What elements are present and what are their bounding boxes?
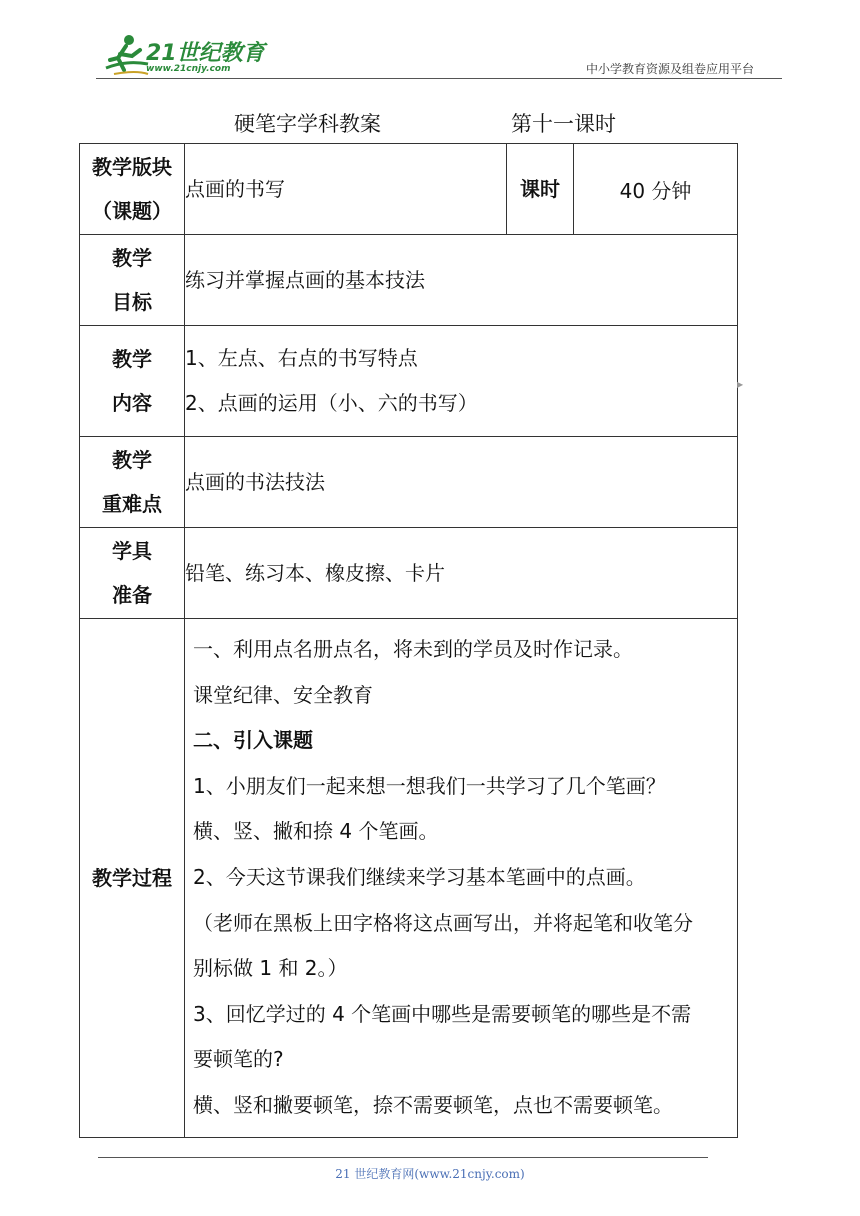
goal-label-line1: 教学: [112, 246, 152, 270]
logo-url: www.21cnjy.com: [146, 64, 231, 74]
process-line: 1、小朋友们一起来想一想我们一共学习了几个笔画？: [193, 773, 666, 798]
process-line: 一、利用点名册点名，将未到的学员及时作记录。: [193, 637, 633, 661]
footer-divider: [98, 1157, 708, 1158]
content-label-line2: 内容: [112, 391, 152, 415]
header-divider: [96, 78, 782, 79]
table-row: [80, 326, 738, 437]
materials-label-line1: 学具: [112, 539, 152, 563]
process-line: 课堂纪律、安全教育: [193, 682, 373, 707]
process-line: 别标做 1 和 2。）: [193, 956, 348, 981]
difficulty-label-line1: 教学: [112, 448, 152, 472]
logo-text: 21世纪教育: [146, 41, 265, 66]
process-line: 3、回忆学过的 4 个笔画中哪些是需要顿笔的哪些是不需: [193, 1001, 692, 1026]
difficulty-label: [80, 437, 185, 528]
topic-value: 点画的书写: [185, 144, 507, 235]
content-line: 1、左点、右点的书写特点: [185, 346, 418, 370]
duration-value: 40 分钟: [574, 144, 738, 235]
table-row: [80, 144, 738, 235]
process-label: 教学过程: [80, 619, 185, 1138]
content-value: [185, 326, 738, 437]
duration-label: 课时: [507, 144, 574, 235]
table-row: [80, 437, 738, 528]
materials-value: 铅笔、练习本、橡皮擦、卡片: [185, 528, 738, 619]
table-row: [80, 235, 738, 326]
materials-label: [80, 528, 185, 619]
content-label: [80, 326, 185, 437]
goal-label-line2: 目标: [112, 290, 152, 314]
table-row: [80, 528, 738, 619]
process-line: 横、竖和撇要顿笔，捺不需要顿笔，点也不需要顿笔。: [193, 1092, 673, 1117]
process-line: 横、竖、撇和捺 4 个笔画。: [193, 819, 439, 844]
process-line: （老师在黑板上田字格将这点画写出，并将起笔和收笔分: [193, 910, 693, 935]
process-heading: 二、引入课题: [193, 728, 313, 753]
lesson-number: 第十一课时: [511, 112, 616, 136]
table-row: [80, 619, 738, 1138]
process-line: 要顿笔的?: [193, 1047, 284, 1072]
goal-label: [80, 235, 185, 326]
footer-text: 21 世纪教育网(www.21cnjy.com): [335, 1167, 525, 1181]
difficulty-label-line2: 重难点: [102, 492, 162, 516]
margin-marker-icon: ▶: [737, 380, 744, 389]
content-line: 2、点画的运用（小、六的书写）: [185, 391, 478, 415]
materials-label-line2: 准备: [112, 583, 152, 607]
goal-value: 练习并掌握点画的基本技法: [185, 235, 738, 326]
document-title: 硬笔字学科教案: [234, 112, 381, 136]
lesson-plan-table: [79, 143, 738, 1138]
process-line: 2、今天这节课我们继续来学习基本笔画中的点画。: [193, 864, 646, 889]
header-platform-text: 中小学教育资源及组卷应用平台: [585, 62, 754, 76]
process-content: [185, 619, 738, 1138]
topic-label: 教学版块（课题）: [80, 144, 185, 235]
difficulty-value: 点画的书法技法: [185, 437, 738, 528]
content-label-line1: 教学: [112, 347, 152, 371]
